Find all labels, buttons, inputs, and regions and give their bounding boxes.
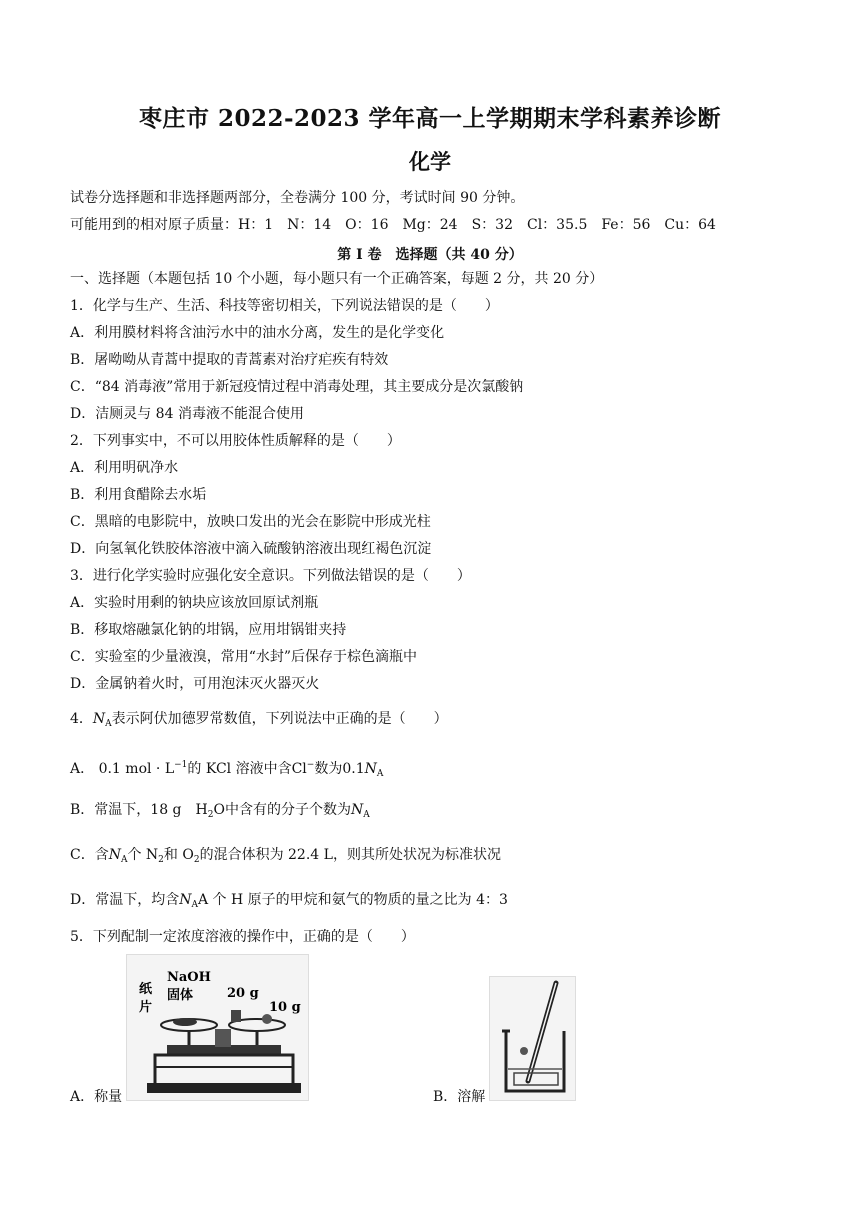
question-2-option-c: C．黑暗的电影院中，放映口发出的光会在影院中形成光柱: [70, 514, 431, 530]
part-heading: 一、选择题（本题包括 10 个小题，每小题只有一个正确答案，每题 2 分，共 20 分）: [70, 271, 604, 287]
svg-text:固体: 固体: [167, 988, 194, 1003]
option-b-label: B．溶解: [433, 1089, 486, 1105]
question-5-stem: 5．下列配制一定浓度溶液的操作中，正确的是（ ）: [70, 929, 415, 945]
concentration: 0.1 mol · $L^{-1}$: [98, 760, 188, 777]
question-4-option-d: D．常温下，均含$N_AA$ 个 H 原子的甲烷和氨气的物质的量之比为 4：3: [70, 892, 508, 910]
page-title: 枣庄市 2022-2023 学年高一上学期期末学科素养诊断: [138, 105, 722, 132]
question-1-option-c: C．“84 消毒液”常用于新冠疫情过程中消毒处理，其主要成分是次氯酸钠: [70, 379, 524, 395]
question-4-option-b: B．常温下，18 g $H_2O$中含有的分子个数为$N_A$: [70, 802, 370, 820]
question-3-option-a: A．实验时用剩的钠块应该放回原试剂瓶: [70, 595, 319, 611]
svg-text:20 g: 20 g: [227, 986, 259, 1001]
question-2-option-b: B．利用食醋除去水垢: [70, 487, 207, 503]
question-2-option-a: A．利用明矾净水: [70, 460, 179, 476]
balance-diagram: [127, 955, 308, 1100]
question-4-number: 4．: [70, 711, 93, 727]
question-2-option-d: D．向氢氧化铁胶体溶液中滴入硫酸钠溶液出现红褐色沉淀: [70, 541, 432, 557]
question-1-option-a: A．利用膜材料将含油污水中的油水分离，发生的是化学变化: [70, 325, 445, 341]
section-title: 第 I 卷 选择题（共 40 分）: [337, 247, 523, 263]
question-4-stem: [70, 710, 448, 733]
question-4-option-c: C．含$N_A$个 $N_2$和 $O_2$的混合体积为 22.4 L，则其所处状况为标准状况: [70, 847, 501, 865]
svg-text:纸: 纸: [139, 982, 153, 997]
question-3-option-d: D．金属钠着火时，可用泡沫灭火器灭火: [70, 676, 320, 692]
question-3-option-b: B．移取熔融氯化钠的坩锅，应用坩锅钳夹持: [70, 622, 347, 638]
figure-dissolving-beaker: [489, 976, 576, 1101]
beaker-diagram: [490, 977, 575, 1100]
question-4-option-a: A． 0.1 mol · $L^{-1}$的 KCl 溶液中含Cl−数为$0.1N_A$: [70, 760, 384, 779]
avogadro-symbol: $N_A$: [92, 711, 112, 729]
chloride-ion: Cl−: [291, 760, 315, 777]
question-1-stem: 1．化学与生产、生活、科技等密切相关，下列说法错误的是（ ）: [70, 298, 499, 314]
question-3-option-c: C．实验室的少量液溴，常用“水封”后保存于棕色滴瓶中: [70, 649, 418, 665]
svg-text:10 g: 10 g: [269, 1000, 301, 1015]
question-4-stem-text: 表示阿伏加德罗常数值，下列说法中正确的是（ ）: [111, 711, 448, 727]
svg-text:NaOH: NaOH: [167, 970, 211, 985]
intro-line-2: 可能用到的相对原子质量：H：1 N：14 O：16 Mg：24 S：32 Cl：35.5 Fe：56 Cu：64: [70, 217, 716, 233]
option-a-label: A．称量: [70, 1089, 123, 1105]
question-3-stem: 3．进行化学实验时应强化安全意识。下列做法错误的是（ ）: [70, 568, 471, 584]
intro-line-1: 试卷分选择题和非选择题两部分，全卷满分 100 分，考试时间 90 分钟。: [70, 190, 525, 206]
question-1-option-d: D．洁厕灵与 84 消毒液不能混合使用: [70, 406, 304, 422]
figure-weighing-balance: [126, 954, 309, 1101]
svg-text:片: 片: [139, 1000, 153, 1015]
question-1-option-b: B．屠呦呦从青蒿中提取的青蒿素对治疗疟疾有特效: [70, 352, 389, 368]
question-2-stem: 2．下列事实中，不可以用胶体性质解释的是（ ）: [70, 433, 401, 449]
subject-title: 化学: [409, 149, 451, 174]
